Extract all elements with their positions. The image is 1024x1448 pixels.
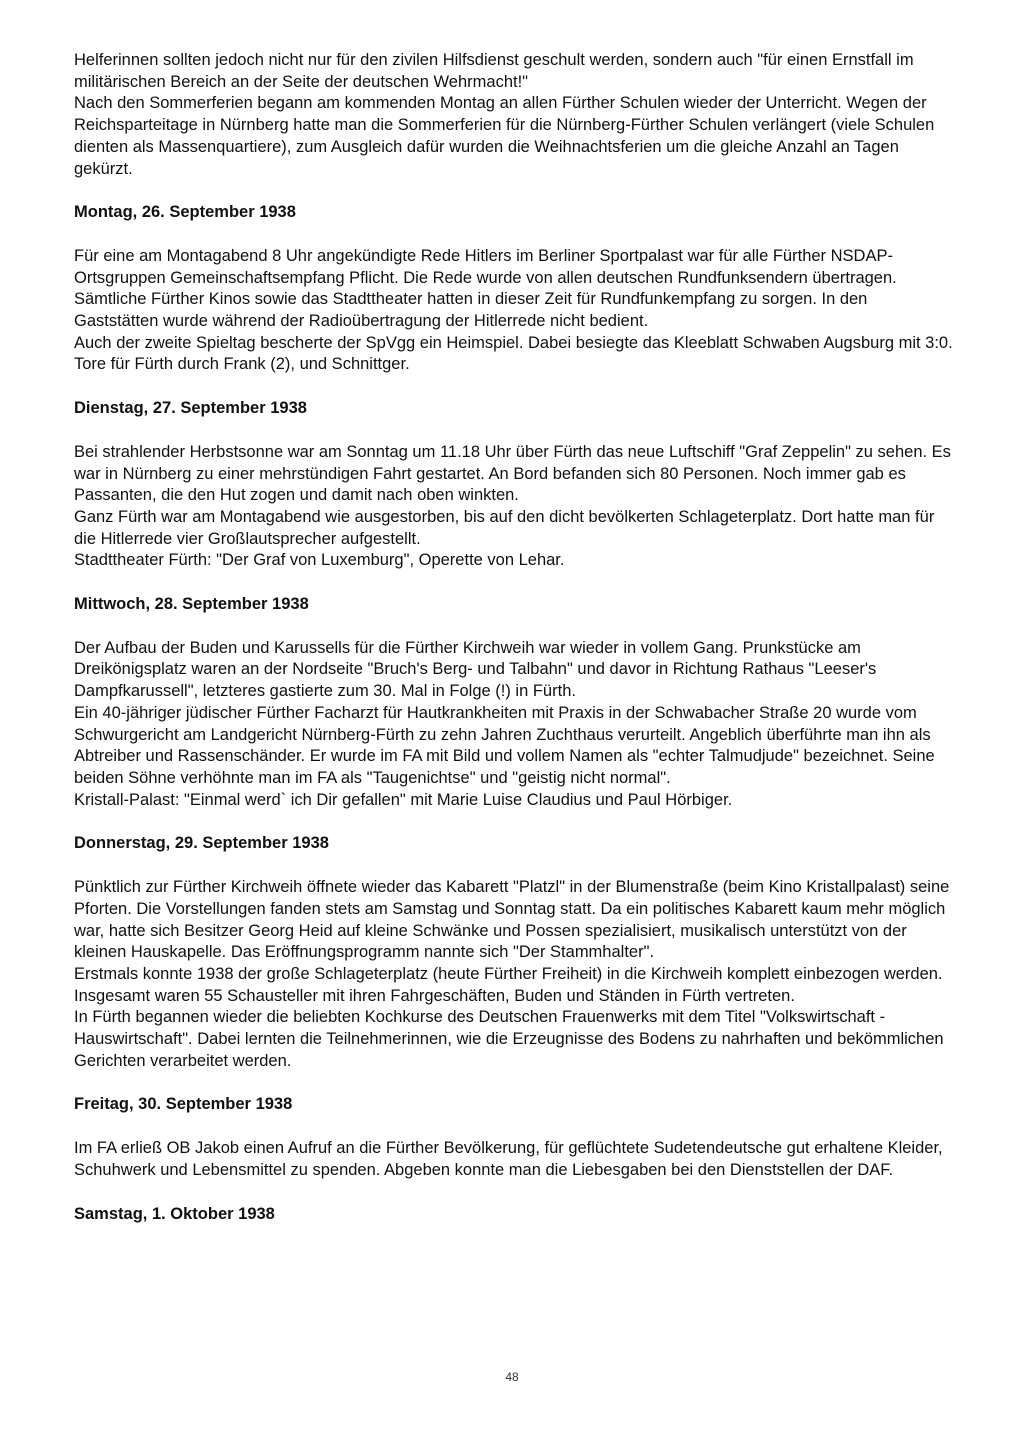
page-number: 48 [505,1370,519,1384]
entry-paragraph: Erstmals konnte 1938 der große Schlageterplatz (heute Fürther Freiheit) in die Kirchweih komplett einbezogen werden. Insgesamt waren 55 Schausteller mit ihren Fahrgeschäften, Buden und Ständen in Fürth vertreten. [74,964,943,1005]
entry-date-heading: Mittwoch, 28. September 1938 [74,595,309,614]
entry-paragraph: Der Aufbau der Buden und Karussells für die Fürther Kirchweih war wieder in vollem Gang. Prunkstücke am Dreikönigsplatz waren an der Nordseite "Bruch's Berg- und Talbahn" und davor in Richtung Rathaus "Leeser's Dampfkarussell", letzteres gastierte zum 30. Mal in Folge (!) in Fürth. [74,638,877,701]
entry-section [74,398,956,572]
entry-paragraph: Bei strahlender Herbstsonne war am Sonntag um 11.18 Uhr über Fürth das neue Luftschiff "Graf Zeppelin" zu sehen. Es war in Nürnberg zu einer mehrstündigen Fahrt gestartet. An Bord befanden sich 80 Personen. Noch immer gab es Passanten, die den Hut zogen und damit nach oben winkten. [74,442,951,505]
intro-paragraph: Nach den Sommerferien begann am kommenden Montag an allen Fürther Schulen wieder der Unterricht. Wegen der Reichsparteitage in Nürnberg hatte man die Sommerferien für die Nürnberg-Fürther Schulen verlängert (viele Schulen dienten als Massenquartiere), zum Ausgleich dafür wurden die Weihnachtsferien um die gleiche Anzahl an Tagen gekürzt. [74,94,935,178]
intro-section [74,50,956,180]
entry-paragraph: Im FA erließ OB Jakob einen Aufruf an die Fürther Bevölkerung, für geflüchtete Sudetendeutsche gut erhaltene Kleider, Schuhwerk und Lebensmittel zu spenden. Abgeben konnte man die Liebesgaben bei den Dienststellen der DAF. [74,1139,943,1179]
entry-date-heading: Donnerstag, 29. September 1938 [74,834,329,853]
entry-paragraph: Kristall-Palast: "Einmal werd` ich Dir gefallen" mit Marie Luise Claudius und Paul Hörbiger. [74,790,733,809]
entry-date-heading: Montag, 26. September 1938 [74,203,296,222]
entry-section [74,202,956,376]
entry-paragraph: Ganz Fürth war am Montagabend wie ausgestorben, bis auf den dicht bevölkerten Schlageterplatz. Dort hatte man für die Hitlerrede vier Großlautsprecher aufgestellt. [74,507,935,548]
entry-paragraph: Auch der zweite Spieltag bescherte der SpVgg ein Heimspiel. Dabei besiegte das Kleeblatt Schwaben Augsburg mit 3:0. Tore für Fürth durch Frank (2), und Schnittger. [74,333,953,374]
document-body [74,50,956,1225]
entry-paragraph: Für eine am Montagabend 8 Uhr angekündigte Rede Hitlers im Berliner Sportpalast war für alle Fürther NSDAP-Ortsgruppen Gemeinschaftsempfang Pflicht. Die Rede wurde von allen deutschen Rundfunksendern übertragen. Sämtliche Fürther Kinos sowie das Stadttheater hatten in dieser Zeit für Rundfunkempfang zu sorgen. In den Gaststätten wurde während der Radioübertragung der Hitlerrede nicht bedient. [74,246,897,331]
entry-section [74,833,956,1072]
entry-paragraph: Stadttheater Fürth: "Der Graf von Luxemburg", Operette von Lehar. [74,551,565,570]
entry-paragraph: Pünktlich zur Fürther Kirchweih öffnete wieder das Kabarett "Platzl" in der Blumenstraße (beim Kino Kristallpalast) seine Pforten. Die Vorstellungen fanden stets am Samstag und Sonntag statt. Da ein politisches Kabarett kaum mehr möglich war, hatte sich Besitzer Georg Heid auf kleine Schwänke und Possen spezialisiert, musikalisch unterstützt von der kleinen Hauskapelle. Das Eröffnungsprogramm nannte sich "Der Stammhalter". [74,878,950,962]
entry-date-heading: Dienstag, 27. September 1938 [74,399,307,418]
intro-paragraph: Helferinnen sollten jedoch nicht nur für den zivilen Hilfsdienst geschult werden, sondern auch "für einen Ernstfall im militärischen Bereich an der Seite der deutschen Wehrmacht!" [74,51,914,91]
entry-date-heading: Samstag, 1. Oktober 1938 [74,1204,275,1223]
entry-paragraph: In Fürth begannen wieder die beliebten Kochkurse des Deutschen Frauenwerks mit dem Titel "Volkswirtschaft - Hauswirtschaft". Dabei lernten die Teilnehmerinnen, wie die Erzeugnisse des Bodens zu nahrhaften und bekömmlichen Gerichten verarbeitet werden. [74,1008,944,1070]
entry-date-heading: Freitag, 30. September 1938 [74,1095,293,1114]
entry-section [74,1094,956,1181]
entry-section [74,1204,956,1226]
entry-section [74,594,956,811]
entry-paragraph: Ein 40-jähriger jüdischer Fürther Facharzt für Hautkrankheiten mit Praxis in der Schwabacher Straße 20 wurde vom Schwurgericht am Landgericht Nürnberg-Fürth zu zehn Jahren Zuchthaus verurteilt. Angeblich überführte man ihn als Abtreiber und Rassenschänder. Er wurde im FA mit Bild und vollem Namen als "echter Talmudjude" bezeichnet. Seine beiden Söhne verhöhnte man im FA als "Taugenichtse" und "geistig nicht normal". [74,703,935,787]
